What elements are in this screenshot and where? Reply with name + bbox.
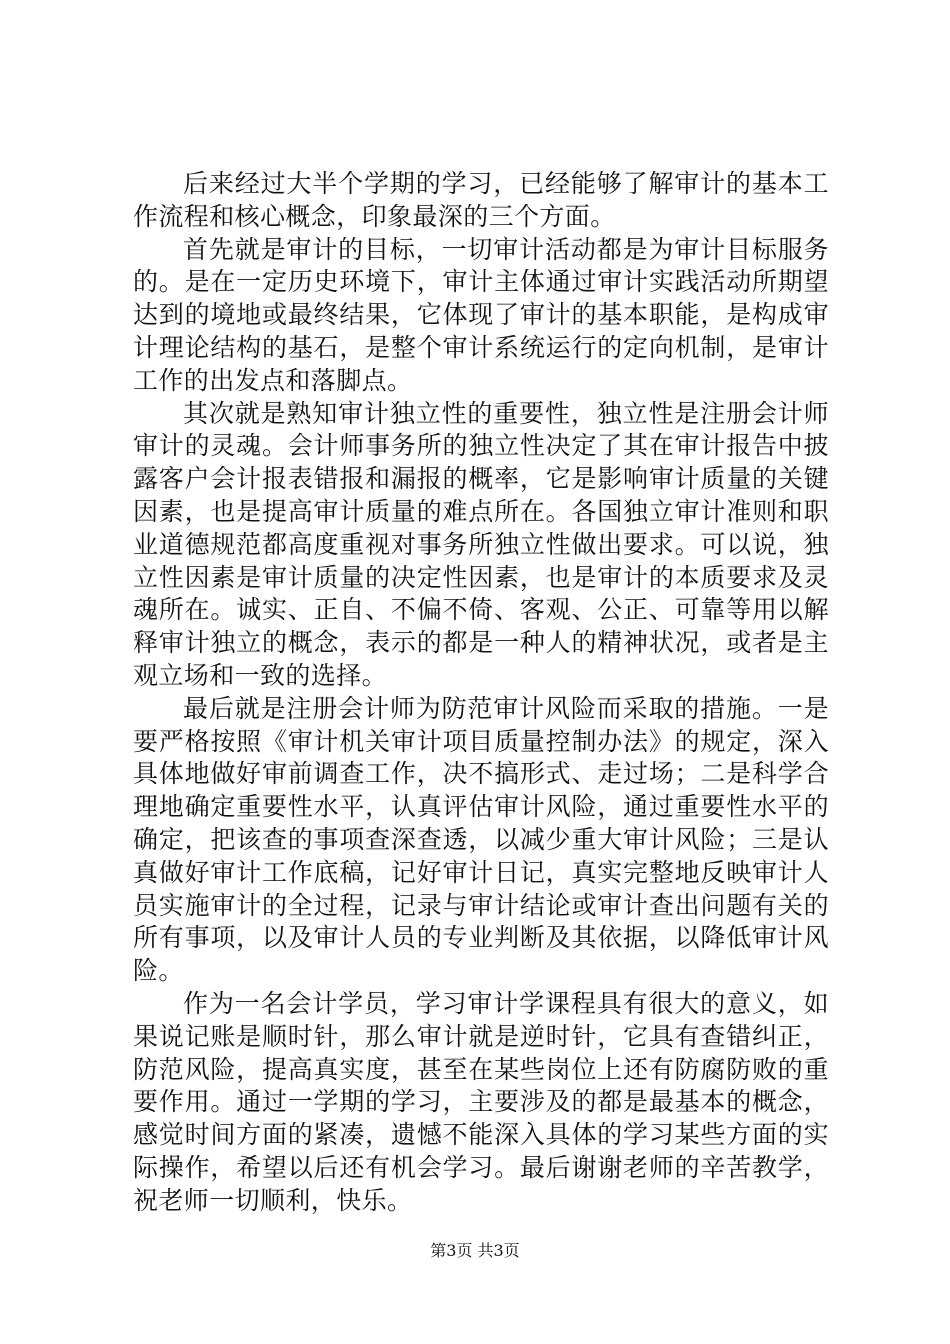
document-body	[133, 168, 829, 1218]
paragraph-2: 首先就是审计的目标，一切审计活动都是为审计目标服务的。是在一定历史环境下，审计主体通过审计实践活动所期望达到的境地或最终结果，它体现了审计的基本职能，是构成审计理论结构的基石，是整个审计系统运行的定向机制，是审计工作的出发点和落脚点。	[133, 234, 829, 395]
page-footer: 第3页 共3页	[430, 1241, 520, 1260]
paragraph-3: 其次就是熟知审计独立性的重要性，独立性是注册会计师审计的灵魂。会计师事务所的独立性决定了其在审计报告中披露客户会计报表错报和漏报的概率，它是影响审计质量的关键因素，也是提高审计质量的难点所在。各国独立审计准则和职业道德规范都高度重视对事务所独立性做出要求。可以说，独立性因素是审计质量的决定性因素，也是审计的本质要求及灵魂所在。诚实、正自、不偏不倚、客观、公正、可靠等用以解释审计独立的概念，表示的都是一种人的精神状况，或者是主观立场和一致的选择。	[133, 398, 829, 690]
paragraph-5: 作为一名会计学员，学习审计学课程具有很大的意义，如果说记账是顺时针，那么审计就是逆时针，它具有查错纠正，防范风险，提高真实度，甚至在某些岗位上还有防腐防败的重要作用。通过一学期的学习，主要涉及的都是最基本的概念，感觉时间方面的紧凑，遗憾不能深入具体的学习某些方面的实际操作，希望以后还有机会学习。最后谢谢老师的辛苦教学，祝老师一切顺利，快乐。	[133, 988, 829, 1215]
paragraph-1: 后来经过大半个学期的学习，已经能够了解审计的基本工作流程和核心概念，印象最深的三个方面。	[133, 169, 829, 231]
paragraph-4: 最后就是注册会计师为防范审计风险而采取的措施。一是要严格按照《审计机关审计项目质量控制办法》的规定，深入具体地做好审前调查工作，决不搞形式、走过场；二是科学合理地确定重要性水平，认真评估审计风险，通过重要性水平的确定，把该查的事项查深查透，以减少重大审计风险；三是认真做好审计工作底稿，记好审计日记，真实完整地反映审计人员实施审计的全过程，记录与审计结论或审计查出问题有关的所有事项，以及审计人员的专业判断及其依据，以降低审计风险。	[133, 693, 829, 986]
